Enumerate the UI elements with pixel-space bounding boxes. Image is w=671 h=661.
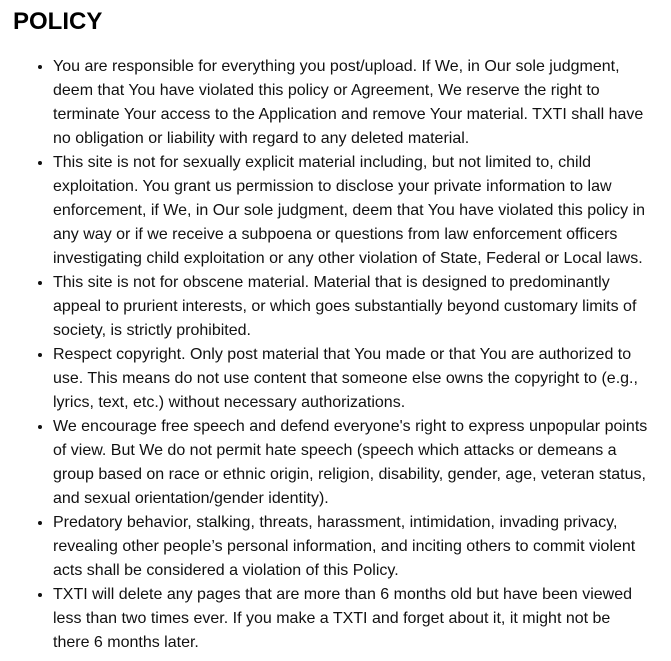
policy-item-hate-speech: • We encourage free speech and defend everyone's right to express unpopular points of view. But We do not permit hate speech (speech which attacks or demeans a group based on race or ethnic origin, religion, disability, gender, age, veteran status, and sexual orientation/gender identity). (53, 415, 651, 511)
policy-item-page-deletion: • TXTI will delete any pages that are more than 6 months old but have been viewed less than two times ever. If you make a TXTI and forget about it, it might not be there 6 months later. (53, 583, 651, 655)
policy-item-explicit-material: • This site is not for sexually explicit material including, but not limited to, child exploitation. You grant us permission to disclose your private information to law enforcement, if We, in Our sole judgment, deem that You have violated this policy in any way or if we receive a subpoena or questions from law enforcement officers investigating child exploitation or any other violation of State, Federal or Local laws. (53, 151, 651, 271)
policy-item-obscene-material: • This site is not for obscene material. Material that is designed to predominantly appeal to prurient interests, or which goes substantially beyond customary limits of society, is strictly prohibited. (53, 271, 651, 343)
page-title: POLICY (13, 8, 103, 35)
policy-item-predatory-behavior: • Predatory behavior, stalking, threats, harassment, intimidation, invading privacy, revealing other people’s personal information, and inciting others to commit violent acts shall be considered a violation of this Policy. (53, 511, 651, 583)
policy-item-copyright: • Respect copyright. Only post material that You made or that You are authorized to use. This means do not use content that someone else owns the copyright to (e.g., lyrics, text, etc.) without necessary authorizations. (53, 343, 651, 415)
policy-item-content-responsibility: • You are responsible for everything you post/upload. If We, in Our sole judgment, deem that You have violated this policy or Agreement, We reserve the right to terminate Your access to the Application and remove Your material. TXTI shall have no obligation or liability with regard to any deleted material. (53, 55, 651, 151)
policy-list (13, 55, 671, 655)
